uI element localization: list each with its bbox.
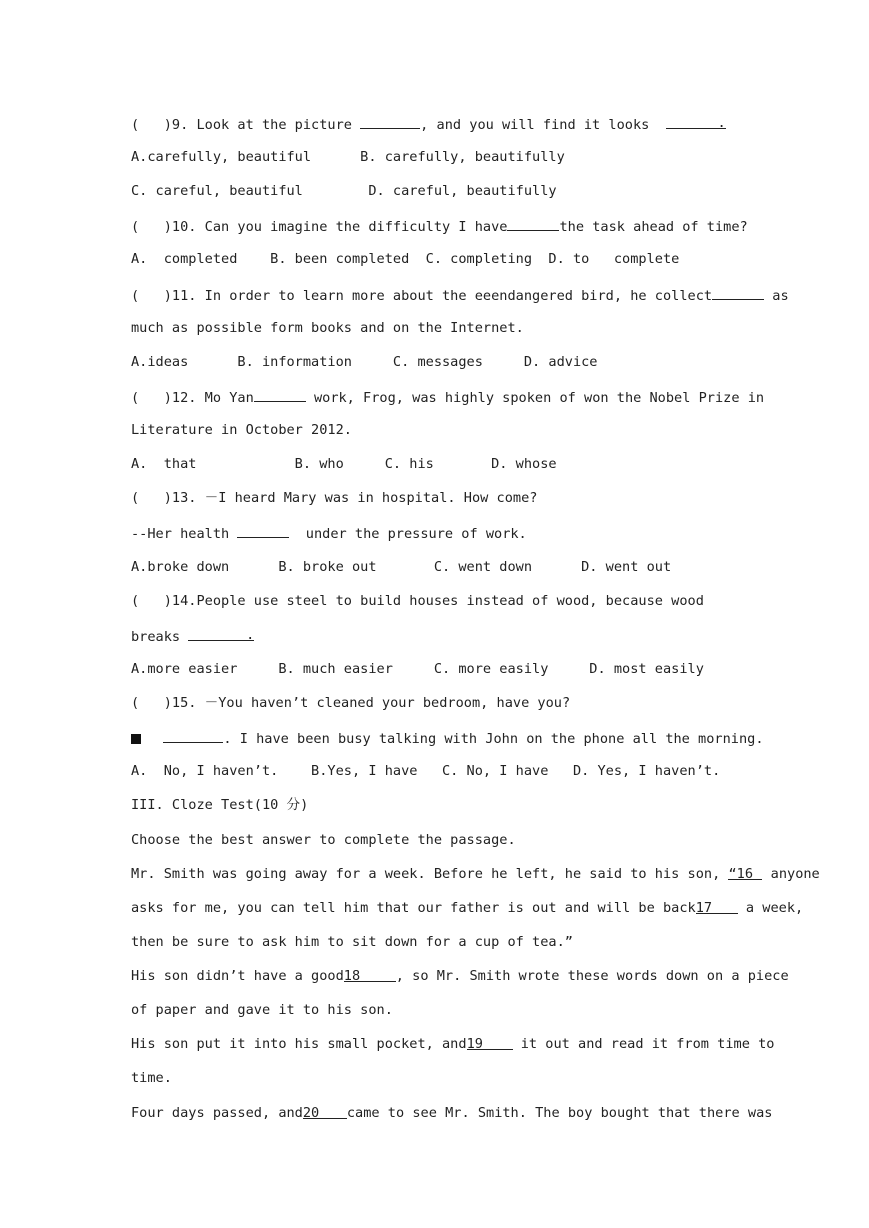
question-13: ( )13. －I heard Mary was in hospital. How come? bbox=[131, 490, 538, 506]
question-15: ( )15. －You haven’t cleaned your bedroom, have you? bbox=[131, 695, 571, 711]
passage-line-2: asks for me, you can tell him that our father is out and will be back17 a week, bbox=[131, 900, 804, 916]
blank-10 bbox=[507, 216, 559, 231]
blank-9a bbox=[360, 114, 420, 129]
passage-line-6: His son put it into his small pocket, and19 it out and read it from time to bbox=[131, 1036, 775, 1052]
q11-options: A.ideas B. information C. messages D. advice bbox=[131, 354, 598, 370]
q9-options-ab: A.carefully, beautiful B. carefully, beautifully bbox=[131, 149, 565, 165]
blank-12 bbox=[254, 387, 306, 402]
q9-options-cd: C. careful, beautiful D. careful, beautifully bbox=[131, 183, 557, 199]
q15-options: A. No, I haven’t. B.Yes, I have C. No, I have D. Yes, I haven’t. bbox=[131, 763, 721, 779]
passage-line-3: then be sure to ask him to sit down for a cup of tea.” bbox=[131, 934, 573, 950]
blank-14: . bbox=[188, 626, 254, 641]
q12-options: A. that B. who C. his D. whose bbox=[131, 456, 557, 472]
q10-options: A. completed B. been completed C. completing D. to complete bbox=[131, 251, 680, 267]
q14-stem-line2: breaks . bbox=[131, 627, 255, 645]
q12-stem-line2: Literature in October 2012. bbox=[131, 422, 352, 438]
q9-stem: ( )9. Look at the picture bbox=[131, 117, 361, 133]
blank-18: 18 bbox=[344, 967, 396, 982]
question-10: ( )10. Can you imagine the difficulty I have the task ahead of time? bbox=[131, 216, 748, 236]
q13-answer-line: --Her health under the pressure of work. bbox=[131, 523, 527, 543]
blank-17: 17 bbox=[696, 899, 738, 914]
q15-answer-line: . I have been busy talking with John on the phone all the morning. bbox=[131, 728, 764, 748]
passage-line-8: Four days passed, and20 came to see Mr. Smith. The boy bought that there was bbox=[131, 1105, 773, 1121]
blank-9b: . bbox=[666, 114, 726, 129]
blank-13 bbox=[237, 523, 289, 538]
passage-line-7: time. bbox=[131, 1070, 172, 1086]
blank-15 bbox=[163, 728, 223, 743]
blank-16: “16 bbox=[728, 865, 762, 880]
q11-stem-line2: much as possible form books and on the Internet. bbox=[131, 320, 524, 336]
section-title: III. Cloze Test(10 分) bbox=[131, 797, 309, 813]
blank-19: 19 bbox=[467, 1035, 513, 1050]
q14-options: A.more easier B. much easier C. more easily D. most easily bbox=[131, 661, 704, 677]
q9-stem-mid: , and you will find it looks bbox=[420, 117, 666, 133]
blank-11 bbox=[712, 285, 764, 300]
question-12: ( )12. Mo Yan work, Frog, was highly spoken of won the Nobel Prize in bbox=[131, 387, 764, 407]
question-9 bbox=[131, 114, 726, 134]
passage-line-4: His son didn’t have a good18 , so Mr. Smith wrote these words down on a piece bbox=[131, 968, 789, 984]
q13-options: A.broke down B. broke out C. went down D. went out bbox=[131, 559, 672, 575]
square-bullet-icon bbox=[131, 734, 141, 744]
question-14: ( )14.People use steel to build houses instead of wood, because wood bbox=[131, 593, 704, 609]
blank-20: 20 bbox=[303, 1104, 347, 1119]
question-11: ( )11. In order to learn more about the eeendangered bird, he collect as bbox=[131, 285, 789, 305]
section-instruction: Choose the best answer to complete the passage. bbox=[131, 832, 516, 848]
passage-line-5: of paper and gave it to his son. bbox=[131, 1002, 393, 1018]
passage-line-1: Mr. Smith was going away for a week. Before he left, he said to his son, “16 anyone bbox=[131, 866, 820, 882]
